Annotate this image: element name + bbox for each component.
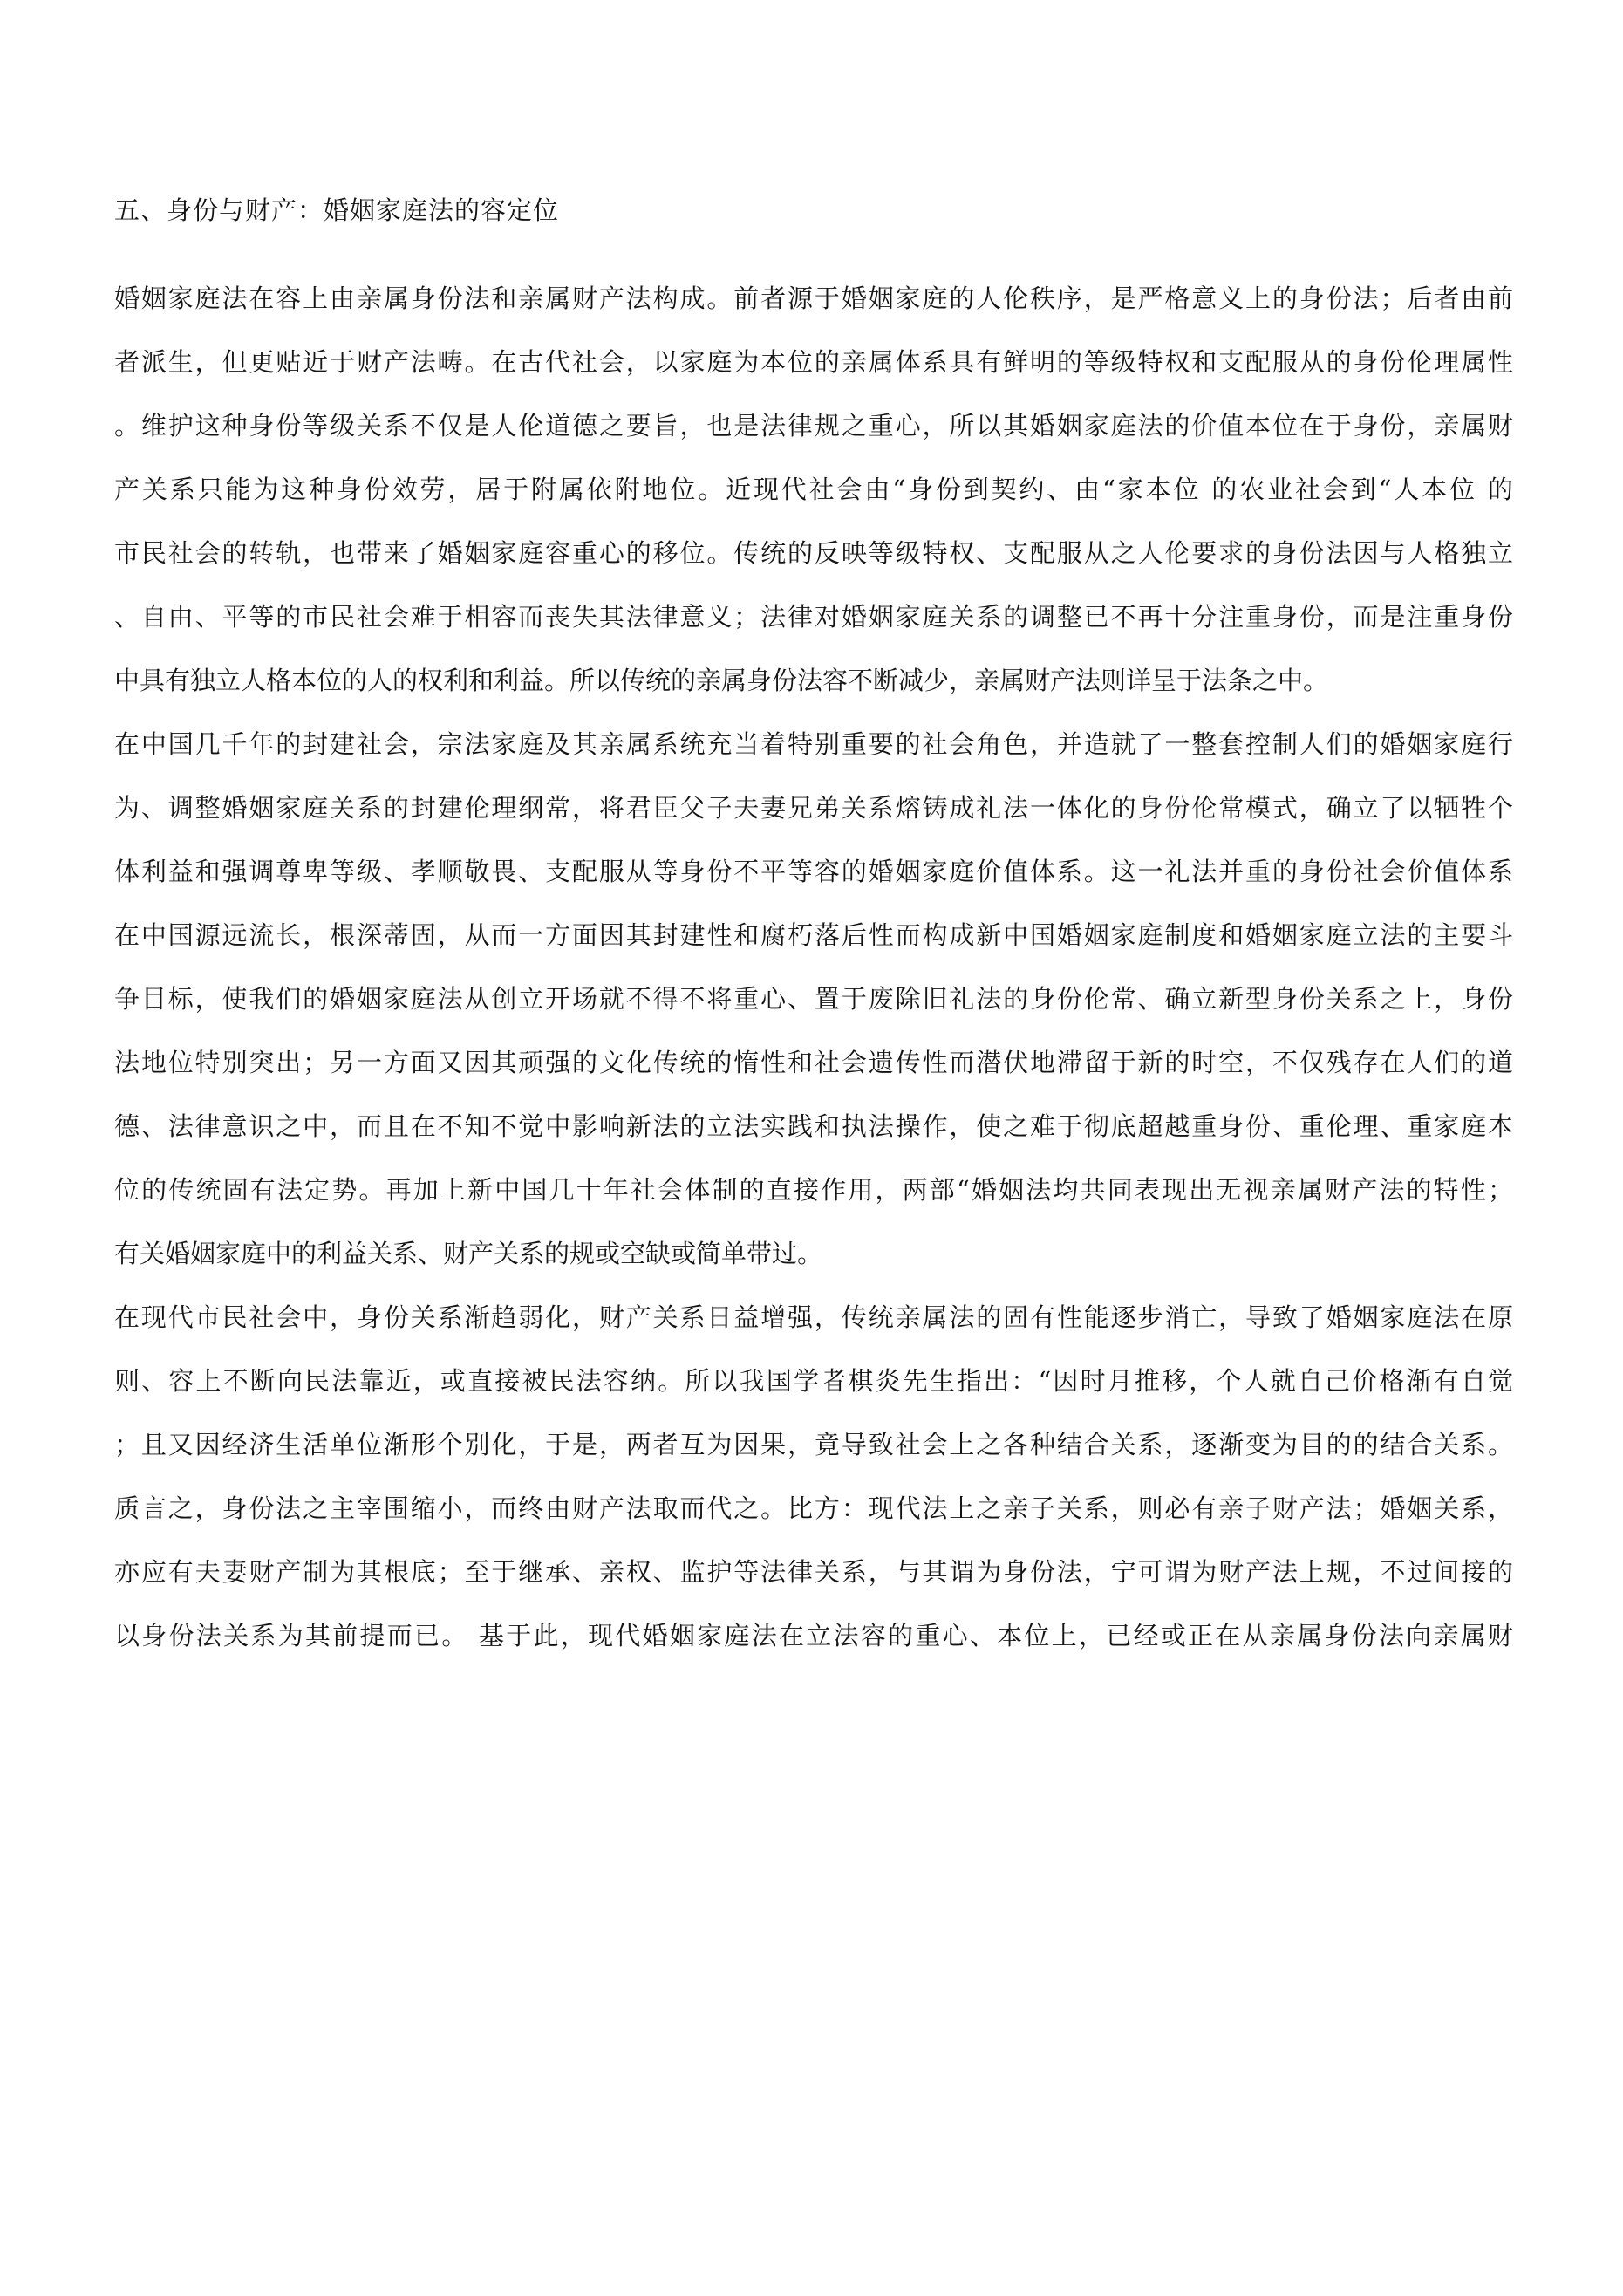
- text-line: 德、法律意识之中，而且在不知不觉中影响新法的立法实践和执法操作，使之难于彻底超越重身份、重伦理、重家庭本: [114, 1111, 1513, 1141]
- text-line: 位的传统固有法定势。再加上新中国几十年社会体制的直接作用，两部“婚姻法均共同表现出无视亲属财产法的特性；: [114, 1175, 1513, 1205]
- text-line: 则、容上不断向民法靠近，或直接被民法容纳。所以我国学者棋炎先生指出：“因时月推移，个人就自己价格渐有自觉: [114, 1366, 1513, 1396]
- text-line: 亦应有夫妻财产制为其根底；至于继承、亲权、监护等法律关系，与其谓为身份法，宁可谓为财产法上规，不过间接的: [114, 1557, 1513, 1587]
- paragraph-modern-society: [114, 1286, 1513, 1668]
- text-line: 在中国源远流长，根深蒂固，从而一方面因其封建性和腐朽落后性而构成新中国婚姻家庭制度和婚姻家庭立法的主要斗: [114, 920, 1513, 950]
- text-line: 以身份法关系为其前提而已。 基于此，现代婚姻家庭法在立法容的重心、本位上，已经或正在从亲属身份法向亲属财: [114, 1621, 1513, 1650]
- section-heading: 五、身份与财产：婚姻家庭法的容定位: [114, 195, 560, 225]
- text-line: 质言之，身份法之主宰围缩小，而终由财产法取而代之。比方：现代法上之亲子关系，则必有亲子财产法；婚姻关系，: [114, 1493, 1513, 1523]
- text-line: ；且又因经济生活单位渐形个别化，于是，两者互为因果，竟导致社会上之各种结合关系，逐渐变为目的的结合关系。: [114, 1430, 1513, 1459]
- text-line: 、自由、平等的市民社会难于相容而丧失其法律意义；法律对婚姻家庭关系的调整已不再十分注重身份，而是注重身份: [114, 602, 1513, 632]
- text-line: 中具有独立人格本位的人的权利和利益。所以传统的亲属身份法容不断减少，亲属财产法则详呈于法条之中。: [114, 666, 1329, 695]
- text-line: 产关系只能为这种身份效劳，居于附属依附地位。近现代社会由“身份到契约、由“家本位 的农业社会到“人本位 的: [114, 475, 1513, 504]
- text-line: 市民社会的转轨，也带来了婚姻家庭容重心的移位。传统的反映等级特权、支配服从之人伦要求的身份法因与人格独立: [114, 538, 1513, 568]
- text-line: 婚姻家庭法在容上由亲属身份法和亲属财产法构成。前者源于婚姻家庭的人伦秩序，是严格意义上的身份法；后者由前: [114, 284, 1513, 313]
- text-line: 为、调整婚姻家庭关系的封建伦理纲常，将君臣父子夫妻兄弟关系熔铸成礼法一体化的身份伦常模式，确立了以牺牲个: [114, 793, 1513, 823]
- text-line: 者派生，但更贴近于财产法畴。在古代社会，以家庭为本位的亲属体系具有鲜明的等级特权和支配服从的身份伦理属性: [114, 347, 1513, 377]
- text-line: 在现代市民社会中，身份关系渐趋弱化，财产关系日益增强，传统亲属法的固有性能逐步消亡，导致了婚姻家庭法在原: [114, 1302, 1513, 1332]
- paragraph-identity-property: [114, 267, 1513, 713]
- text-line: 体利益和强调尊卑等级、孝顺敬畏、支配服从等身份不平等容的婚姻家庭价值体系。这一礼法并重的身份社会价值体系: [114, 857, 1513, 886]
- text-line: 有关婚姻家庭中的利益关系、财产关系的规或空缺或简单带过。: [114, 1239, 823, 1268]
- document-body: [114, 185, 1513, 1668]
- text-line: 法地位特别突出；另一方面又因其顽强的文化传统的惰性和社会遗传性而潜伏地滞留于新的时空，不仅残存在人们的道: [114, 1048, 1513, 1077]
- text-line: 在中国几千年的封建社会，宗法家庭及其亲属系统充当着特别重要的社会角色，并造就了一整套控制人们的婚姻家庭行: [114, 729, 1513, 759]
- paragraph-feudal-society: [114, 713, 1513, 1286]
- text-line: 。维护这种身份等级关系不仅是人伦道德之要旨，也是法律规之重心，所以其婚姻家庭法的价值本位在于身份，亲属财: [114, 411, 1513, 441]
- text-line: 争目标，使我们的婚姻家庭法从创立开场就不得不将重心、置于废除旧礼法的身份伦常、确立新型身份关系之上，身份: [114, 984, 1513, 1014]
